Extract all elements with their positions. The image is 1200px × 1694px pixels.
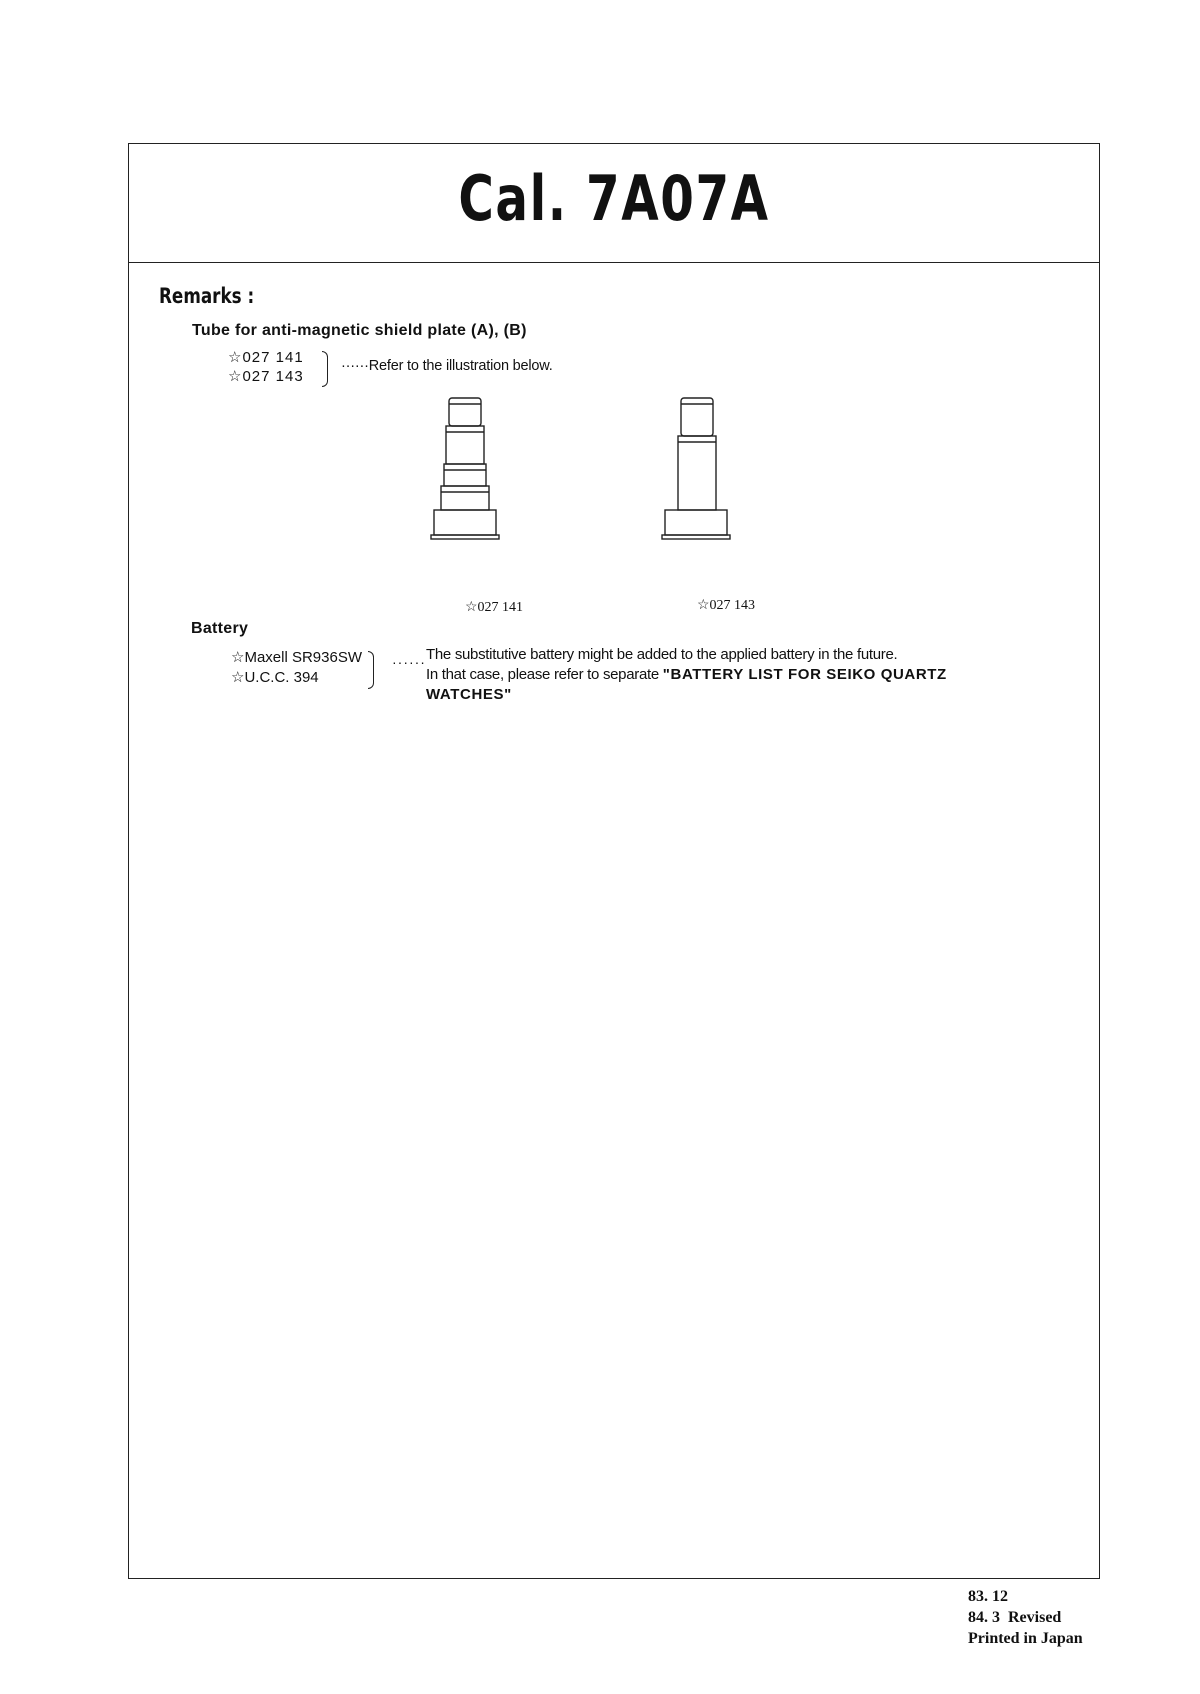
battery-leader-dots: ······ (392, 654, 426, 670)
battery-list-reference: "BATTERY LIST FOR SEIKO QUARTZ WATCHES" (426, 666, 947, 703)
battery-note-line1: The substitutive battery might be added to the applied battery in the future. (426, 646, 898, 663)
illustration-b-caption: ☆027 143 (697, 598, 756, 613)
footer-dates (968, 1586, 1083, 1649)
battery-part-maxell: ☆Maxell SR936SW (231, 649, 362, 666)
battery-part-ucc: ☆U.C.C. 394 (231, 669, 319, 686)
tube-part-a: ☆027 141 (228, 349, 304, 366)
page-frame (128, 143, 1100, 1579)
footer-printed: Printed in Japan (968, 1630, 1083, 1647)
battery-part-list (231, 648, 362, 688)
page-title: Cal. 7A07A (458, 162, 770, 235)
tube-part-list (228, 348, 304, 386)
tube-brace (322, 351, 328, 387)
title-box (129, 144, 1099, 263)
footer-date-original: 83. 12 (968, 1588, 1008, 1605)
battery-note-line2 (426, 665, 1026, 705)
tube-section-title: Tube for anti-magnetic shield plate (A), (B) (192, 322, 527, 339)
battery-note (426, 645, 1026, 705)
tube-note: ······Refer to the illustration below. (341, 358, 553, 374)
tube-illustration-b (661, 396, 731, 541)
remarks-heading: Remarks : (159, 284, 255, 308)
footer-date-revised: 84. 3 Revised (968, 1609, 1062, 1626)
battery-note-prefix: In that case, please refer to separate (426, 666, 663, 683)
tube-illustration-a (430, 396, 500, 541)
illustration-a-caption: ☆027 141 (465, 600, 524, 615)
battery-brace (368, 651, 374, 689)
tube-part-b: ☆027 143 (228, 368, 304, 385)
battery-section-title: Battery (191, 620, 249, 637)
